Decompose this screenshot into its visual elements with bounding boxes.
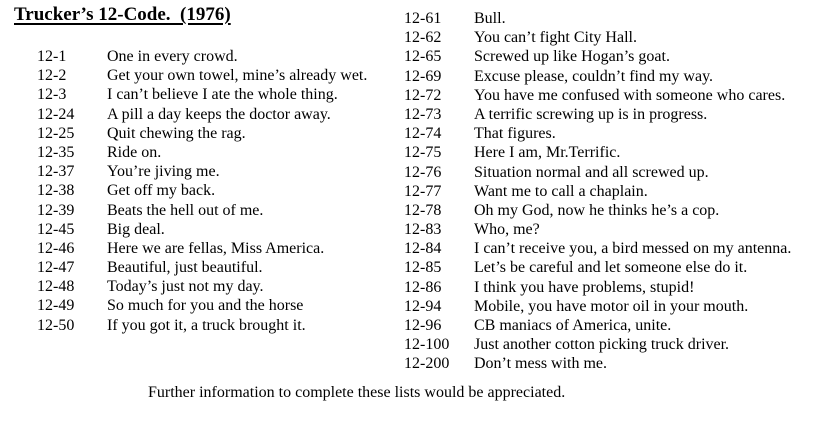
code-meaning: Here I am, Mr.Terrific. [474,144,621,162]
code-meaning: Mobile, you have motor oil in your mouth. [474,297,749,315]
code-number: 12-47 [37,259,75,277]
code-meaning: Bull. [474,10,506,27]
code-meaning: Want me to call a chaplain. [474,182,648,200]
code-number: 12-37 [37,163,75,181]
code-meaning: You have me confused with someone who cares. [474,86,786,104]
code-number: 12-100 [404,336,450,354]
code-number: 12-77 [404,182,442,200]
code-meaning: I can’t receive you, a bird messed on my antenna. [474,240,792,258]
code-number: 12-86 [404,278,442,296]
code-meaning: Beats the hell out of me. [107,201,264,219]
code-number: 12-85 [404,259,442,277]
code-meaning: You can’t fight City Hall. [474,29,637,47]
code-meaning: Who, me? [474,221,540,239]
code-meaning: Today’s just not my day. [107,278,264,296]
code-number: 12-2 [37,67,67,85]
code-meaning: CB maniacs of America, unite. [474,317,672,334]
code-number: 12-72 [404,86,442,104]
code-meaning: Screwed up like Hogan’s goat. [474,48,670,66]
code-number: 12-84 [404,240,442,258]
code-number: 12-45 [37,220,75,238]
code-number: 12-83 [404,221,442,239]
page-title: Trucker’s 12-Code. (1976) [14,4,231,25]
code-number: 12-39 [37,201,75,219]
code-number: 12-46 [37,239,75,257]
code-number: 12-75 [404,144,442,162]
code-number: 12-50 [37,316,75,334]
code-number: 12-74 [404,125,442,143]
code-number: 12-65 [404,48,442,66]
code-meaning: You’re jiving me. [107,163,220,181]
code-number: 12-3 [37,86,67,104]
code-number: 12-94 [404,297,442,315]
code-meaning: So much for you and the horse [107,297,304,315]
code-meaning: Ride on. [107,143,162,161]
code-number: 12-78 [404,201,442,219]
code-number: 12-62 [404,29,442,47]
code-number: 12-48 [37,278,75,296]
code-number: 12-49 [37,297,75,315]
code-number: 12-24 [37,105,75,123]
code-meaning: I think you have problems, stupid! [474,278,695,296]
code-number: 12-25 [37,124,75,142]
code-meaning: Just another cotton picking truck driver. [474,336,730,354]
code-meaning: If you got it, a truck brought it. [107,316,306,334]
code-meaning: Get your own towel, mine’s already wet. [107,67,368,85]
code-number: 12-200 [404,355,450,373]
code-meaning: A terrific screwing up is in progress. [474,105,708,123]
code-meaning: Beautiful, just beautiful. [107,259,263,277]
code-number: 12-35 [37,143,75,161]
code-number: 12-69 [404,67,442,85]
code-meaning: Get off my back. [107,182,216,200]
code-number: 12-61 [404,10,442,27]
code-number: 12-1 [37,48,67,65]
code-meaning: Quit chewing the rag. [107,124,246,142]
code-number: 12-76 [404,163,442,181]
code-number: 12-73 [404,105,442,123]
code-meaning: Let’s be careful and let someone else do it. [474,259,748,277]
code-meaning: Excuse please, couldn’t find my way. [474,67,714,85]
code-meaning: Don’t mess with me. [474,355,608,373]
code-meaning: Situation normal and all screwed up. [474,163,709,181]
code-meaning: Big deal. [107,220,165,238]
code-meaning: That figures. [474,125,556,143]
code-meaning: I can’t believe I ate the whole thing. [107,86,338,104]
code-meaning: A pill a day keeps the doctor away. [107,105,331,123]
code-number: 12-96 [404,317,442,334]
code-meaning: One in every crowd. [107,48,238,65]
footer-note: Further information to complete these lists would be appreciated. [148,384,566,401]
code-number: 12-38 [37,182,75,200]
code-meaning: Here we are fellas, Miss America. [107,239,325,257]
code-meaning: Oh my God, now he thinks he’s a cop. [474,201,720,219]
